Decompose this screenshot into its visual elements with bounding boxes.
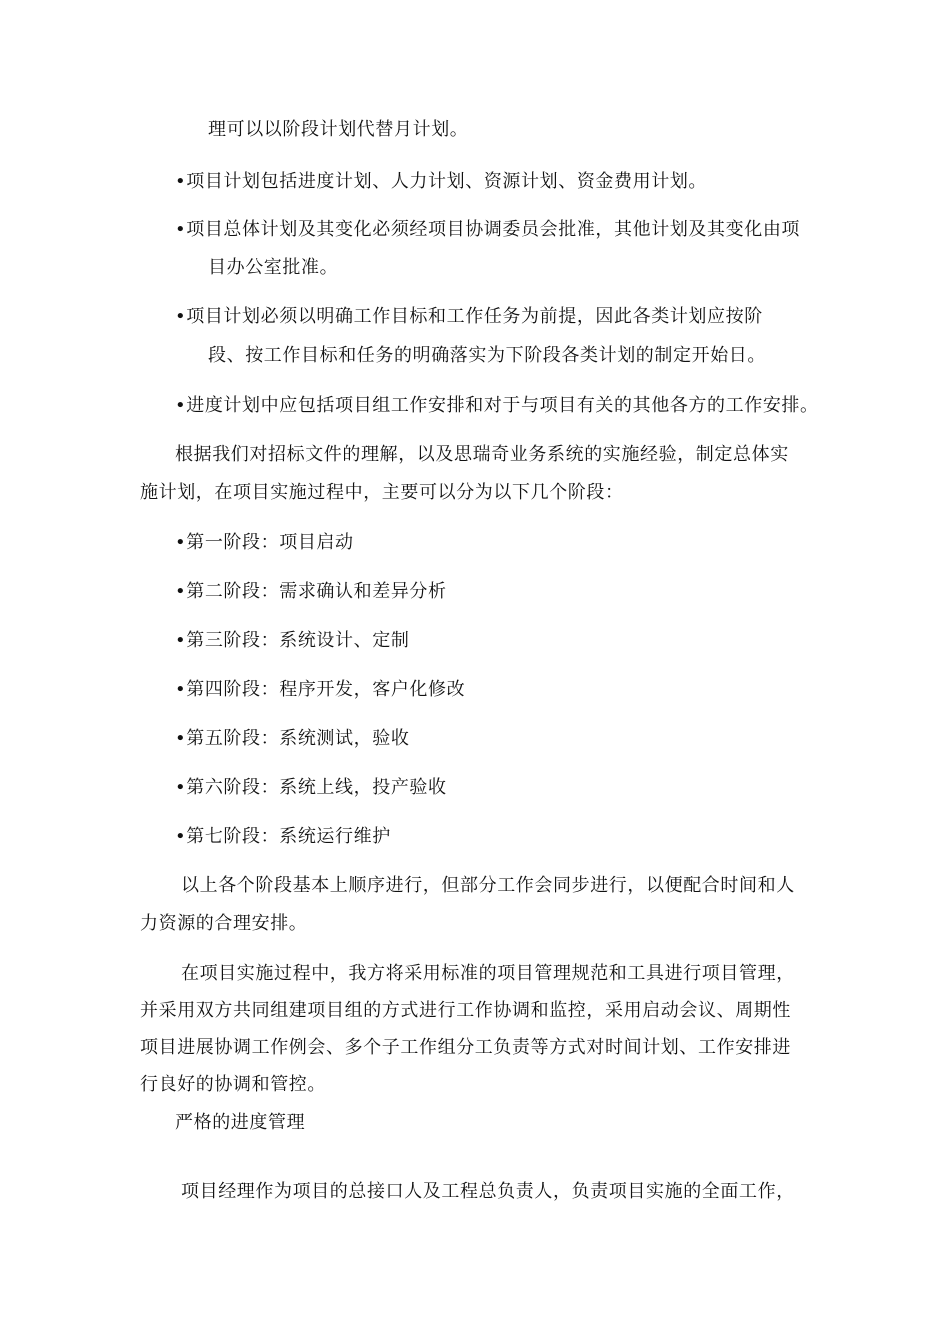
text-line: 段、按工作目标和任务的明确落实为下阶段各类计划的制定开始日。 (208, 345, 766, 366)
section-heading: 严格的进度管理 (175, 1112, 306, 1133)
phase-item: •第二阶段：需求确认和差异分析 (175, 581, 447, 602)
phase-item: •第七阶段：系统运行维护 (175, 826, 391, 847)
paragraph-line: 以上各个阶段基本上顺序进行，但部分工作会同步进行，以便配合时间和人 (181, 875, 795, 896)
paragraph-line: 行良好的协调和管控。 (140, 1074, 326, 1095)
phase-item: •第六阶段：系统上线，投产验收 (175, 777, 447, 798)
text-line: 理可以以阶段计划代替月计划。 (208, 119, 469, 140)
paragraph-line: 力资源的合理安排。 (140, 913, 308, 934)
bullet-item: •项目总体计划及其变化必须经项目协调委员会批准，其他计划及其变化由项 (175, 219, 801, 240)
phase-item: •第三阶段：系统设计、定制 (175, 630, 410, 651)
paragraph-line: 项目经理作为项目的总接口人及工程总负责人，负责项目实施的全面工作， (181, 1181, 795, 1202)
paragraph-line: 施计划，在项目实施过程中，主要可以分为以下几个阶段： (140, 482, 624, 503)
phase-item: •第五阶段：系统测试，验收 (175, 728, 410, 749)
phase-item: •第一阶段：项目启动 (175, 532, 354, 553)
phase-item: •第四阶段：程序开发，客户化修改 (175, 679, 466, 700)
bullet-item: •进度计划中应包括项目组工作安排和对于与项目有关的其他各方的工作安排。 (175, 395, 819, 416)
text-line: 目办公室批准。 (208, 257, 339, 278)
bullet-item: •项目计划包括进度计划、人力计划、资源计划、资金费用计划。 (175, 171, 708, 192)
paragraph-line: 在项目实施过程中，我方将采用标准的项目管理规范和工具进行项目管理， (181, 963, 795, 984)
paragraph-line: 并采用双方共同组建项目组的方式进行工作协调和监控，采用启动会议、周期性 (140, 1000, 791, 1021)
paragraph-line: 根据我们对招标文件的理解，以及思瑞奇业务系统的实施经验，制定总体实 (175, 444, 789, 465)
paragraph-line: 项目进展协调工作例会、多个子工作组分工负责等方式对时间计划、工作安排进 (140, 1037, 791, 1058)
bullet-item: •项目计划必须以明确工作目标和工作任务为前提，因此各类计划应按阶 (175, 306, 763, 327)
